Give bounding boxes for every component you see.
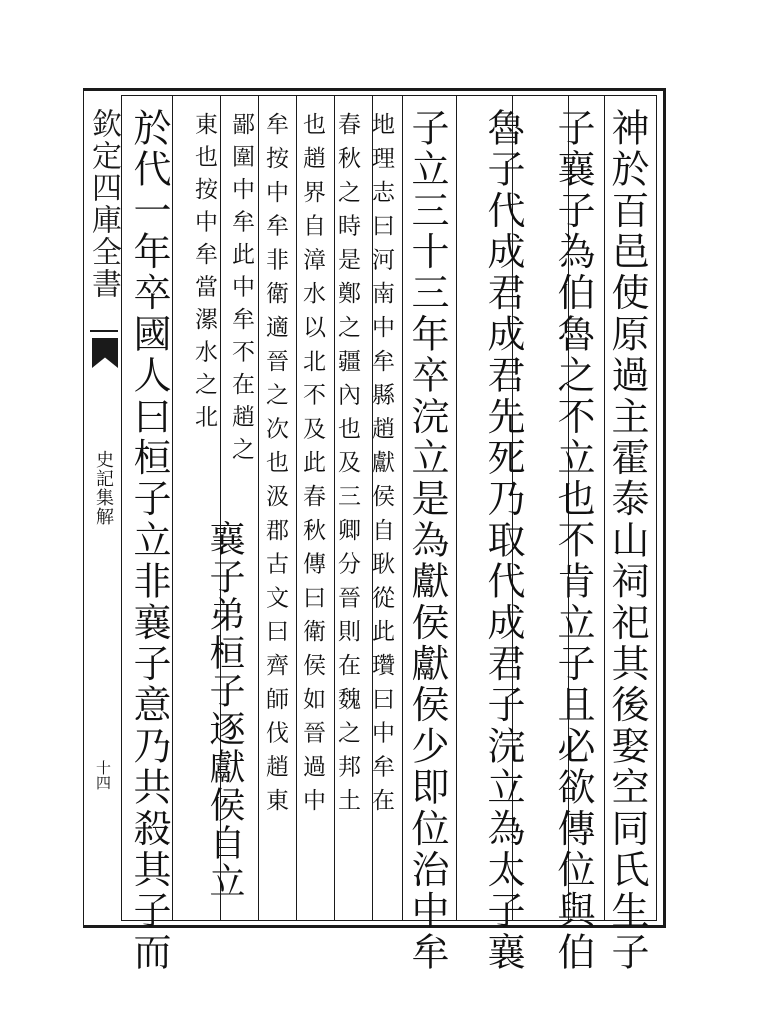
commentary-column-1: 地理志曰河南中牟縣趙獻侯自耿從此瓚曰中牟在: [368, 112, 394, 822]
text-column-2: 子襄子為伯魯之不立也不肯立子且必欲傳位與伯: [551, 108, 595, 974]
text-column-6: 於代一年卒國人曰桓子立非襄子意乃共殺其子而: [127, 108, 171, 974]
text-column-3: 魯子代成君成君先死乃取代成君子浣立為太子襄: [481, 108, 525, 974]
commentary-column-5: 鄙圍中牟此中牟不在趙之: [228, 112, 254, 470]
text-column-4: 子立三十三年卒浣立是為獻侯獻侯少即位治中牟: [405, 108, 449, 974]
text-column-1: 神於百邑使原過主霍泰山祠祀其後娶空同氏生子: [605, 108, 649, 974]
column-rule: [456, 95, 457, 921]
column-rule: [172, 95, 173, 921]
page-number: 十四: [94, 760, 112, 790]
commentary-column-6: 東也按中牟當漯水之北: [191, 112, 217, 437]
text-column-5: 襄子弟桓子逐獻侯自立: [204, 520, 245, 900]
commentary-column-3: 也趙界自漳水以北不及此春秋傳曰衛侯如晉過中: [299, 112, 325, 822]
book-title: 史記集解: [93, 450, 114, 526]
margin-divider: [90, 330, 118, 332]
column-rule: [296, 95, 297, 921]
collection-title: 欽定四庫全書: [86, 108, 121, 300]
commentary-column-4: 牟按中牟非衛適晉之次也汲郡古文曰齊師伐趙東: [262, 112, 288, 822]
column-rule: [402, 95, 403, 921]
commentary-column-2: 春秋之時是鄭之疆內也及三卿分晉則在魏之邦土: [334, 112, 360, 822]
column-rule: [258, 95, 259, 921]
